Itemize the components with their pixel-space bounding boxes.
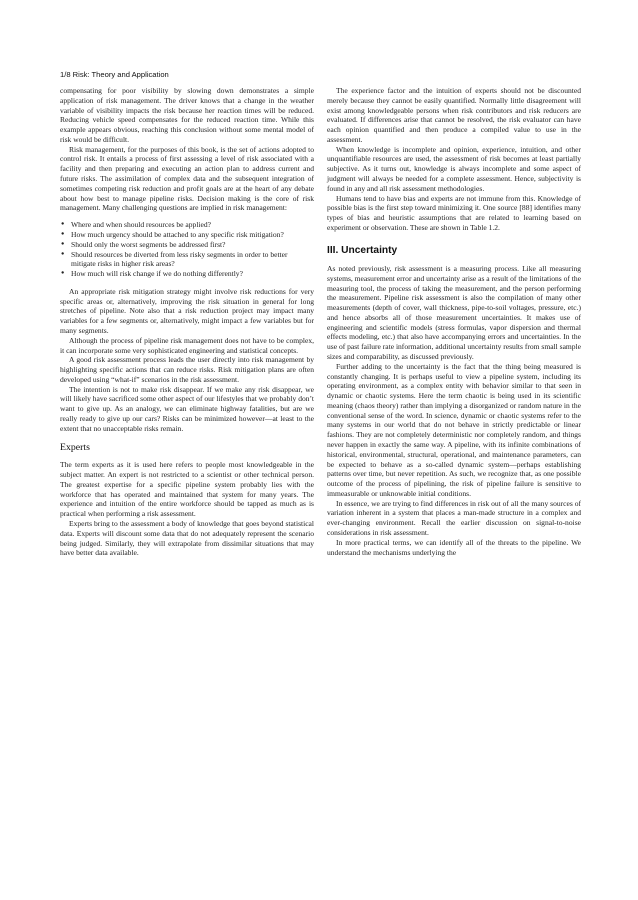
paragraph: In essence, we are trying to find differences in risk out of all the many sources of variation inherent in a system that places a man-made structure in a complex and ever-changing environment. Recall the earlier discussion on signal-to-noise considerations in risk assessment. (327, 498, 581, 538)
list-item: ● Should only the worst segments be addressed first? (60, 240, 314, 250)
paragraph: Experts bring to the assessment a body of knowledge that goes beyond statistical data. Experts will discount some data that do not adequately represent the scenario being judged. Similarly, they will extrapolate from dissimilar situations that may have better data available. (60, 518, 314, 558)
paragraph: Although the process of pipeline risk management does not have to be complex, it can incorporate some very sophisticated engineering and statistical concepts. (60, 335, 314, 355)
paragraph: compensating for poor visibility by slowing down demonstrates a simple application of risk management. The driver knows that a change in the weather variable of visibility impacts the risk because her reaction times will be reduced. Reducing vehicle speed compensates for the reduced reaction time. While this example appears obvious, reaching this conclusion without some mental model of risk would be difficult. (60, 86, 314, 144)
paragraph: When knowledge is incomplete and opinion, experience, intuition, and other unquantifiable resources are used, the assessment of risk becomes at least partially subjective. As it turns out, knowledge is always incomplete and some aspect of judgment will always be needed for a complete assessment. Hence, subjectivity is found in any and all risk assessment methodologies. (327, 144, 581, 193)
list-item: ● How much will risk change if we do nothing differently? (60, 269, 314, 279)
left-column (60, 86, 314, 558)
list-item: ● How much urgency should be attached to any specific risk mitigation? (60, 230, 314, 240)
right-column (327, 86, 581, 557)
question-list (60, 220, 314, 279)
paragraph: Humans tend to have bias and experts are not immune from this. Knowledge of possible bias is the first step toward minimizing it. One source [88] identifies many types of bias and heuristic assumptions that are related to learning based on experiment or observation. These are shown in Table 1.2. (327, 193, 581, 232)
paragraph: The term experts as it is used here refers to people most knowledgeable in the subject matter. An expert is not restricted to a scientist or other technical person. The greatest expertise for a specific pipeline system probably lies with the workforce that has operated and maintained that system for many years. The experience and intuition of the entire workforce should be tapped as much as is practical when performing a risk assessment. (60, 460, 314, 519)
section-heading-experts: Experts (60, 441, 90, 453)
paragraph: The intention is not to make risk disappear. If we make any risk disappear, we will likely have sacrificed some other aspect of our lifestyles that we probably don’t want to give up. As an analogy, we can eliminate highway fatalities, but are we really ready to give up our cars? Risks can be minimized however—at least to the extent that no unacceptable risks remain. (60, 384, 314, 433)
section-heading-uncertainty: III. Uncertainty (327, 244, 398, 256)
running-head: 1/8 Risk: Theory and Application (60, 70, 169, 79)
paragraph: Further adding to the uncertainty is the fact that the thing being measured is constantly changing. It is perhaps useful to view a pipeline system, including its operating environment, as a complex entity with behavior similar to that seen in dynamic or chaotic systems. Here the term chaotic is being used in its scientific meaning (chaos theory) rather than implying a disorganized or random nature in the conventional sense of the word. In science, dynamic or chaotic systems refer to the many systems in our world that do not behave in strictly predictable or linear fashions. They are not completely deterministic nor completely random, and things never happen in exactly the same way. A pipeline, with its infinite combinations of historical, environmental, structural, operational, and maintenance parameters, can be expected to behave as a so-called dynamic system—perhaps establishing patterns over time, but never repetition. As such, we recognize that, as one possible outcome of the process of pipelining, the risk of pipeline failure is sensitive to immeasurable or unknowable initial conditions. (327, 361, 581, 498)
list-item: ● Where and when should resources be applied? (60, 220, 314, 230)
list-item: ● Should resources be diverted from less risky segments in order to better mitigate risks in higher risk areas? (60, 250, 314, 270)
paragraph: The experience factor and the intuition of experts should not be discounted merely because they cannot be easily quantified. Normally little disagreement will exist among knowledgeable persons when risk contributors and risk reducers are evaluated. If differences arise that cannot be resolved, the risk evaluator can have each opinion quantified and then produce a compiled value to use in the assessment. (327, 86, 581, 144)
paragraph: An appropriate risk mitigation strategy might involve risk reductions for very specific areas or, alternatively, improving the risk situation in general for long stretches of pipeline. Note also that a risk reduction project may impact many variables for a few segments or, alternatively, might impact a few variables but for many segments. (60, 286, 314, 335)
paragraph: In more practical terms, we can identify all of the threats to the pipeline. We understand the mechanisms underlying the (327, 537, 581, 557)
paragraph: Risk management, for the purposes of this book, is the set of actions adopted to control risk. It entails a process of first assessing a level of risk associated with a facility and then preparing and executing an action plan to address current and future risks. The assimilation of complex data and the subsequent integration of sometimes competing risk reduction and profit goals are at the heart of any debate about how best to manage pipeline risks. Decision making is the core of risk management. Many challenging questions are implied in risk management: (60, 144, 314, 213)
paragraph: A good risk assessment process leads the user directly into risk management by highlighting specific actions that can reduce risks. Risk mitigation plans are often developed using “what-if” scenarios in the risk assessment. (60, 355, 314, 384)
paragraph: As noted previously, risk assessment is a measuring process. Like all measuring systems, measurement error and uncertainty arise as a result of the limitations of the measuring tool, the process of taking the measurement, and the person performing the measurement. Pipeline risk assessment is also the compilation of many other measurements (depth of cover, wall thickness, pipe-to-soil voltages, pressure, etc.) and hence absorbs all of those measurement uncertainties. It makes use of engineering and scientific models (stress formulas, vapor dispersion and thermal effects modeling, etc.) that also have accompanying errors and uncertainties. In the use of past failure rate information, additional uncertainty results from small sample sizes and comparability, as discussed previously. (327, 263, 582, 361)
